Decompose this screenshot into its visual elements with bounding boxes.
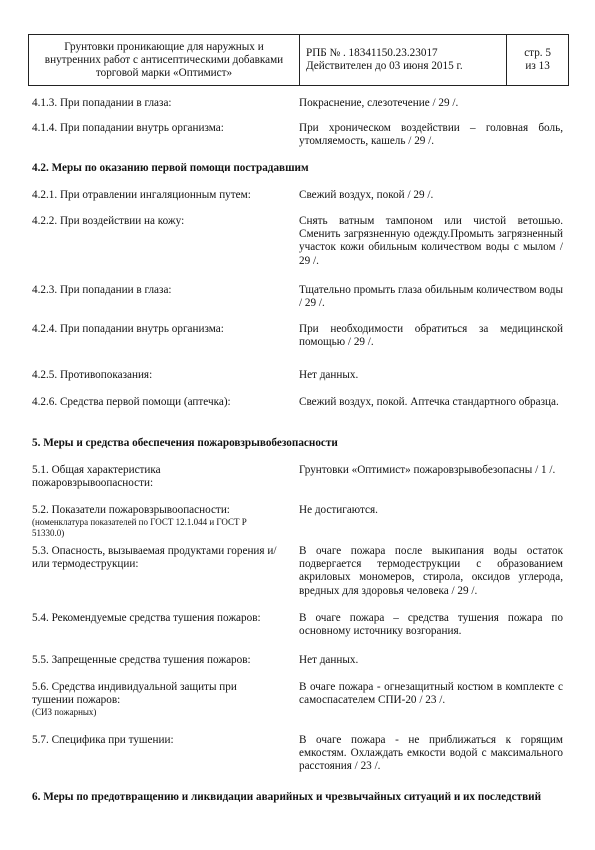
row-label-5-6 xyxy=(32,681,262,718)
row-label-5-1: 5.1. Общая характеристика пожаровзрывоопасности: xyxy=(32,464,161,490)
header-validity: Действителен до 03 июня 2015 г. xyxy=(305,60,463,72)
row-value-5-1: Грунтовки «Оптимист» пожаровзрывобезопасны / 1 /. xyxy=(299,464,556,476)
row-label-4-2-4: 4.2.4. При попадании внутрь организма: xyxy=(32,323,224,335)
row-label-5-3: 5.3. Опасность, вызываемая продуктами горения и/или термодеструкции: xyxy=(32,545,277,571)
row-note-5-2: (номенклатура показателей по ГОСТ 12.1.044 и ГОСТ Р 51330.0) xyxy=(32,517,247,538)
row-value-5-2: Не достигаются. xyxy=(299,504,378,516)
row-label-5-2 xyxy=(32,504,280,538)
row-label-4-2-1: 4.2.1. При отравлении ингаляционным путем: xyxy=(32,189,251,201)
document-header xyxy=(28,34,569,86)
row-label-5-4: 5.4. Рекомендуемые средства тушения пожаров: xyxy=(32,612,261,624)
row-label-4-2-6: 4.2.6. Средства первой помощи (аптечка): xyxy=(32,396,231,408)
header-doc-number: РПБ № . 18341150.23.23017 xyxy=(305,47,438,59)
row-value-5-5: Нет данных. xyxy=(299,654,359,666)
row-label-5-2-text: 5.2. Показатели пожаровзрывоопасности: xyxy=(32,504,230,516)
row-label-4-1-3: 4.1.3. При попадании в глаза: xyxy=(32,97,172,109)
row-value-4-2-1: Свежий воздух, покой / 29 /. xyxy=(299,189,434,201)
row-value-5-3: В очаге пожара после выкипания воды остаток подвергается термодеструкции с образованием акриловых мономеров, стирола, оксидов углерода, вредных для здоровья человека / 29 /. xyxy=(299,545,563,597)
row-value-5-4: В очаге пожара – средства тушения пожара по основному источнику возгорания. xyxy=(299,612,563,638)
row-label-5-7: 5.7. Специфика при тушении: xyxy=(32,734,174,746)
row-value-4-2-4: При необходимости обратиться за медицинской помощью / 29 /. xyxy=(299,323,563,349)
row-label-5-5: 5.5. Запрещенные средства тушения пожаров: xyxy=(32,654,251,666)
row-label-4-2-2: 4.2.2. При воздействии на кожу: xyxy=(32,215,185,227)
row-label-4-1-4: 4.1.4. При попадании внутрь организма: xyxy=(32,122,224,134)
row-value-4-1-3: Покраснение, слезотечение / 29 /. xyxy=(299,97,459,109)
row-value-5-7: В очаге пожара - не приближаться к горящим емкостям. Охлаждать емкости водой с максимального расстояния / 23 /. xyxy=(299,734,563,773)
page-total: из 13 xyxy=(525,60,550,72)
row-value-4-2-5: Нет данных. xyxy=(299,369,359,381)
header-registration xyxy=(300,35,507,85)
row-value-4-2-6: Свежий воздух, покой. Аптечка стандартного образца. xyxy=(299,396,559,408)
row-label-4-2-3: 4.2.3. При попадании в глаза: xyxy=(32,284,172,296)
row-label-5-6-text: 5.6. Средства индивидуальной защиты при тушении пожаров: xyxy=(32,681,237,707)
row-value-4-2-2: Снять ватным тампоном или чистой ветошью. Сменить загрязненную одежду.Промыть загрязненный участок кожи обильным количеством воды с мылом / 29 /. xyxy=(299,215,563,267)
row-label-4-2-5: 4.2.5. Противопоказания: xyxy=(32,369,153,381)
header-title-line: Грунтовки проникающие для наружных и xyxy=(64,40,264,53)
header-page-number xyxy=(507,35,568,85)
row-value-5-6: В очаге пожара - огнезащитный костюм в комплекте с самоспасателем СПИ-20 / 23 /. xyxy=(299,681,563,707)
row-value-4-2-3: Тщательно промыть глаза обильным количеством воды / 29 /. xyxy=(299,284,563,310)
row-value-4-1-4: При хроническом воздействии – головная боль, утомляемость, кашель / 29 /. xyxy=(299,122,563,148)
page-current: стр. 5 xyxy=(524,47,551,59)
header-product-title xyxy=(29,35,300,85)
header-title-line: торговой марки «Оптимист» xyxy=(95,66,233,79)
section-heading-5: 5. Меры и средства обеспечения пожаровзрывобезопасности xyxy=(32,437,338,449)
section-heading-6: 6. Меры по предотвращению и ликвидации аварийных и чрезвычайных ситуаций и их последствий xyxy=(32,791,542,803)
row-note-5-6: (СИЗ пожарных) xyxy=(32,707,97,718)
header-title-line: внутренних работ с антисептическими добавками xyxy=(44,53,284,66)
section-heading-4-2: 4.2. Меры по оказанию первой помощи пострадавшим xyxy=(32,162,309,174)
